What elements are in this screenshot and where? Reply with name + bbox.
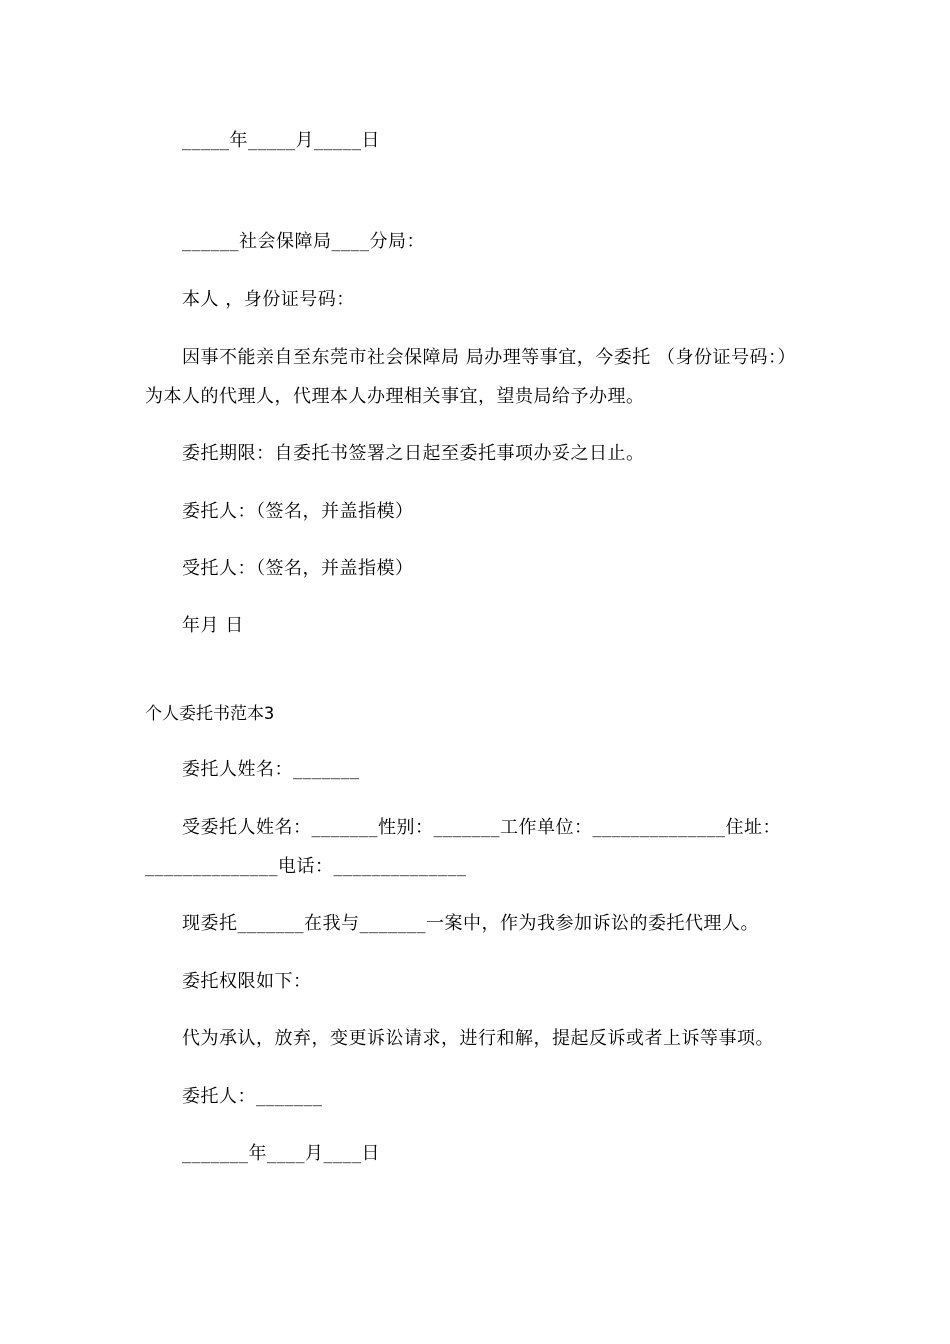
- date-line-bottom: _______年____月____日: [182, 1143, 380, 1164]
- agent-info-line-2: ______________电话：______________: [145, 856, 467, 877]
- authority-detail-line: 代为承认，放弃，变更诉讼请求，进行和解，提起反诉或者上诉等事项。: [182, 1028, 774, 1049]
- principal-signature-line: 委托人：（签名，并盖指模）: [182, 501, 414, 522]
- principal-name-line: 委托人姓名：_______: [182, 759, 360, 780]
- principal-line: 委托人：_______: [182, 1086, 323, 1107]
- section-heading: 个人委托书范本3: [145, 704, 275, 724]
- body-paragraph-line-2: 为本人的代理人，代理本人办理相关事宜，望贵局给予办理。: [145, 386, 645, 407]
- agent-signature-line: 受托人：（签名，并盖指模）: [182, 558, 414, 579]
- agent-info-line-1: 受委托人姓名：_______性别：_______工作单位：______________住址：: [182, 817, 781, 838]
- date-line-top: _____年_____月_____日: [182, 130, 380, 151]
- body-paragraph-line-1: 因事不能亲自至东莞市社会保障局 局办理等事宜，今委托 （身份证号码：）: [182, 347, 796, 368]
- addressee-line: ______社会保障局____分局：: [182, 231, 425, 252]
- entrust-statement-line: 现委托_______在我与_______一案中，作为我参加诉讼的委托代理人。: [182, 913, 759, 934]
- term-line: 委托期限：自委托书签署之日起至委托事项办妥之日止。: [182, 443, 645, 464]
- date-line-middle: 年月 日: [182, 615, 244, 636]
- authority-heading-line: 委托权限如下：: [182, 971, 312, 992]
- principal-id-line: 本人 ，身份证号码：: [182, 289, 355, 310]
